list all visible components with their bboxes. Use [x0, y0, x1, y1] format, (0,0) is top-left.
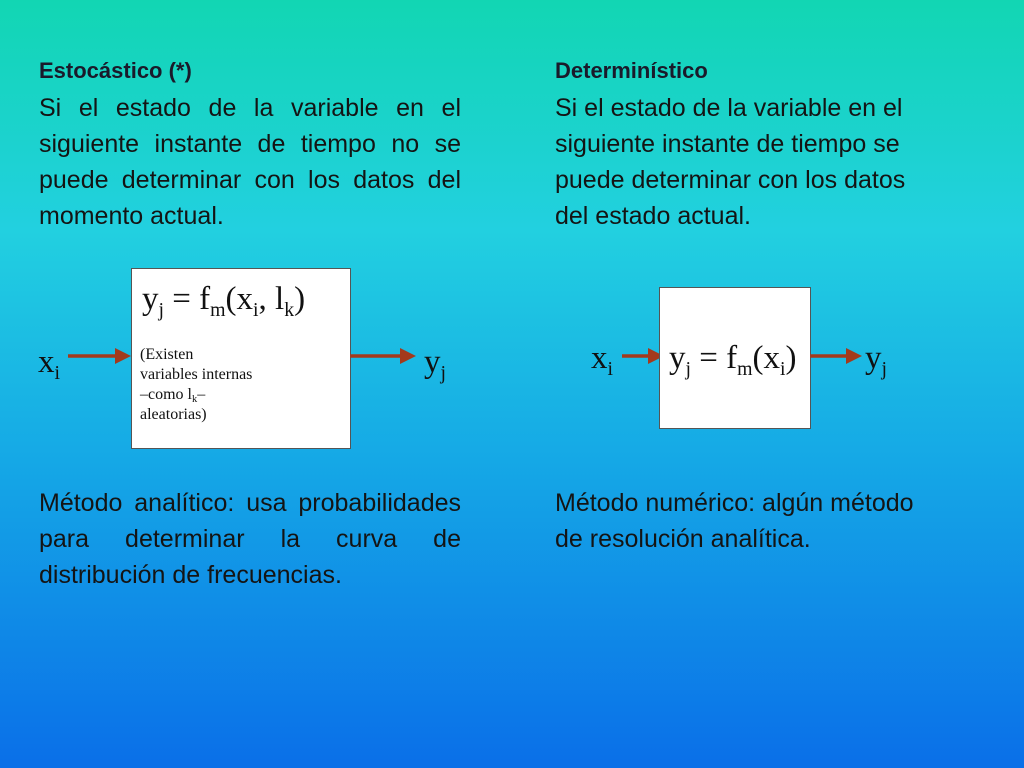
deterministic-output-label: $y_j$ — [865, 340, 887, 380]
stochastic-output-arrow — [350, 346, 420, 366]
stochastic-heading: Estocástico (*) — [39, 58, 192, 83]
stochastic-note — [140, 345, 252, 425]
stochastic-method: Método analítico: usa probabilidades para determinar la curva de distribución de frecuencias. — [39, 489, 461, 589]
method-line: Método numérico: algún método — [555, 489, 914, 517]
description-line: puede determinar con los datos — [555, 166, 906, 194]
stochastic-input-arrow — [68, 346, 134, 366]
stochastic-input-label: $x_i$ — [38, 344, 60, 384]
note-line-4: aleatorias) — [140, 406, 207, 423]
description-line: Si el estado de la variable en el — [555, 94, 903, 122]
deterministic-equation: $y_j = f_m(x_i)$ — [669, 340, 797, 380]
note-line-3: –como $l_k-$ — [140, 386, 206, 406]
deterministic-description — [555, 90, 995, 234]
stochastic-description: Si el estado de la variable en el siguiente instante de tiempo no se puede determinar con los datos del momento actual. — [39, 94, 461, 230]
deterministic-method — [555, 485, 995, 557]
deterministic-input-label: $x_i$ — [591, 340, 613, 380]
description-line: del estado actual. — [555, 202, 751, 230]
description-line: siguiente instante de tiempo se — [555, 130, 900, 158]
note-line-1: (Existen — [140, 346, 194, 363]
note-line-2: variables internas — [140, 366, 253, 383]
method-line: de resolución analítica. — [555, 525, 811, 553]
stochastic-equation: $y_j = f_m(x_i$, $l_k$) — [142, 281, 306, 321]
deterministic-heading: Determinístico — [555, 58, 708, 83]
stochastic-output-label: $y_j$ — [424, 344, 446, 384]
deterministic-output-arrow — [810, 346, 866, 366]
